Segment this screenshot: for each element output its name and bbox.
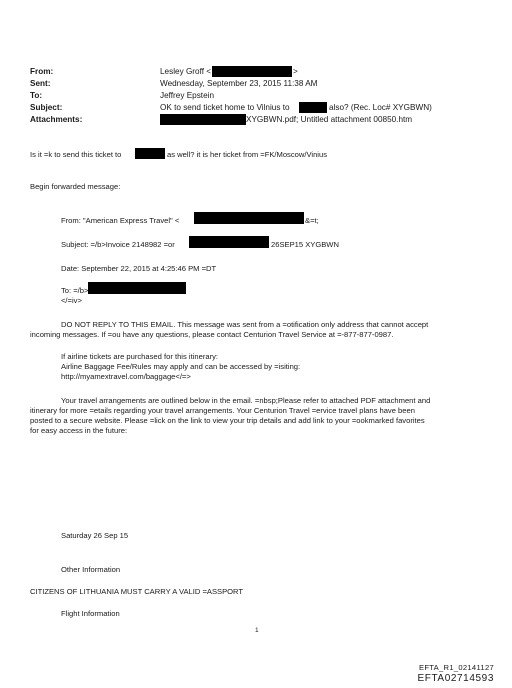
subject-value-prefix: OK to send ticket home to Vilnius to (160, 103, 290, 112)
baggage-link[interactable]: http://myamextravel.com/baggage</=> (61, 372, 191, 381)
fwd-subject-suffix: 26SEP15 XYGBWN (271, 240, 339, 249)
fwd-from-suffix: &=t; (305, 216, 319, 225)
passport-notice: CITIZENS OF LITHUANIA MUST CARRY A VALID =ASSPORT (30, 587, 244, 596)
redaction-block (88, 282, 186, 294)
arrangements-line: posted to a secure website. Please =lick on the link to view your trip details and add link to your =ookmarked favorites (30, 416, 425, 425)
fwd-to-prefix: To: =/b> (61, 286, 89, 295)
question-suffix: as well? it is her ticket from =FK/Moscow/Vinius (167, 150, 328, 159)
question-prefix: Is it =k to send this ticket to (30, 150, 122, 159)
from-value-suffix: > (293, 67, 298, 76)
from-value-prefix: Lesley Groff < (160, 67, 212, 76)
arrangements-line: Your travel arrangements are outlined below in the email. =nbsp;Please refer to attached PDF attachment and (61, 396, 431, 405)
to-value: Jeffrey Epstein (160, 91, 215, 100)
redaction-block (160, 114, 246, 125)
from-label: From: (30, 67, 54, 76)
itinerary-date: Saturday 26 Sep 15 (61, 531, 129, 540)
arrangements-line: for easy access in the future: (30, 426, 128, 435)
attachments-value: XYGBWN.pdf; Untitled attachment 00850.htm (246, 115, 413, 124)
redaction-block (135, 148, 165, 159)
to-label: To: (30, 91, 43, 100)
bates-id-small: EFTA_R1_02141127 (418, 663, 494, 672)
notice-line: incoming messages. If =ou have any questions, please contact Centurion Travel Service at =-877-877-0987. (30, 330, 394, 339)
bates-id-large: EFTA02714593 (417, 673, 494, 684)
notice-line: DO NOT REPLY TO THIS EMAIL. This message was sent from a =otification only address that cannot accept (61, 320, 429, 329)
redaction-block (189, 236, 269, 248)
flight-information-heading: Flight Information (61, 609, 120, 618)
baggage-line: If airline tickets are purchased for this itinerary: (61, 352, 219, 361)
sent-value: Wednesday, September 23, 2015 11:38 AM (160, 79, 318, 88)
fwd-subject-prefix: Subject: =/b>Invoice 2148982 =or (61, 240, 175, 249)
redaction-block (194, 212, 304, 224)
page-number: 1 (255, 627, 259, 634)
redaction-block (212, 66, 292, 77)
fwd-div-close: </=iv> (61, 296, 82, 305)
redaction-block (299, 102, 327, 113)
forwarded-heading: Begin forwarded message: (30, 182, 121, 191)
arrangements-line: itinerary for more =etails regarding your travel arrangements. Your Centurion Travel =ervice travel plans have been (30, 406, 415, 415)
fwd-from-prefix: From: "American Express Travel" < (61, 216, 180, 225)
baggage-line: Airline Baggage Fee/Rules may apply and can be accessed by =isiting: (61, 362, 301, 371)
fwd-date: Date: September 22, 2015 at 4:25:46 PM =DT (61, 264, 217, 273)
sent-label: Sent: (30, 79, 51, 88)
subject-label: Subject: (30, 103, 63, 112)
attachments-label: Attachments: (30, 115, 83, 124)
other-information-heading: Other Information (61, 565, 121, 574)
subject-value-suffix: also? (Rec. Loc# XYGBWN) (329, 103, 432, 112)
